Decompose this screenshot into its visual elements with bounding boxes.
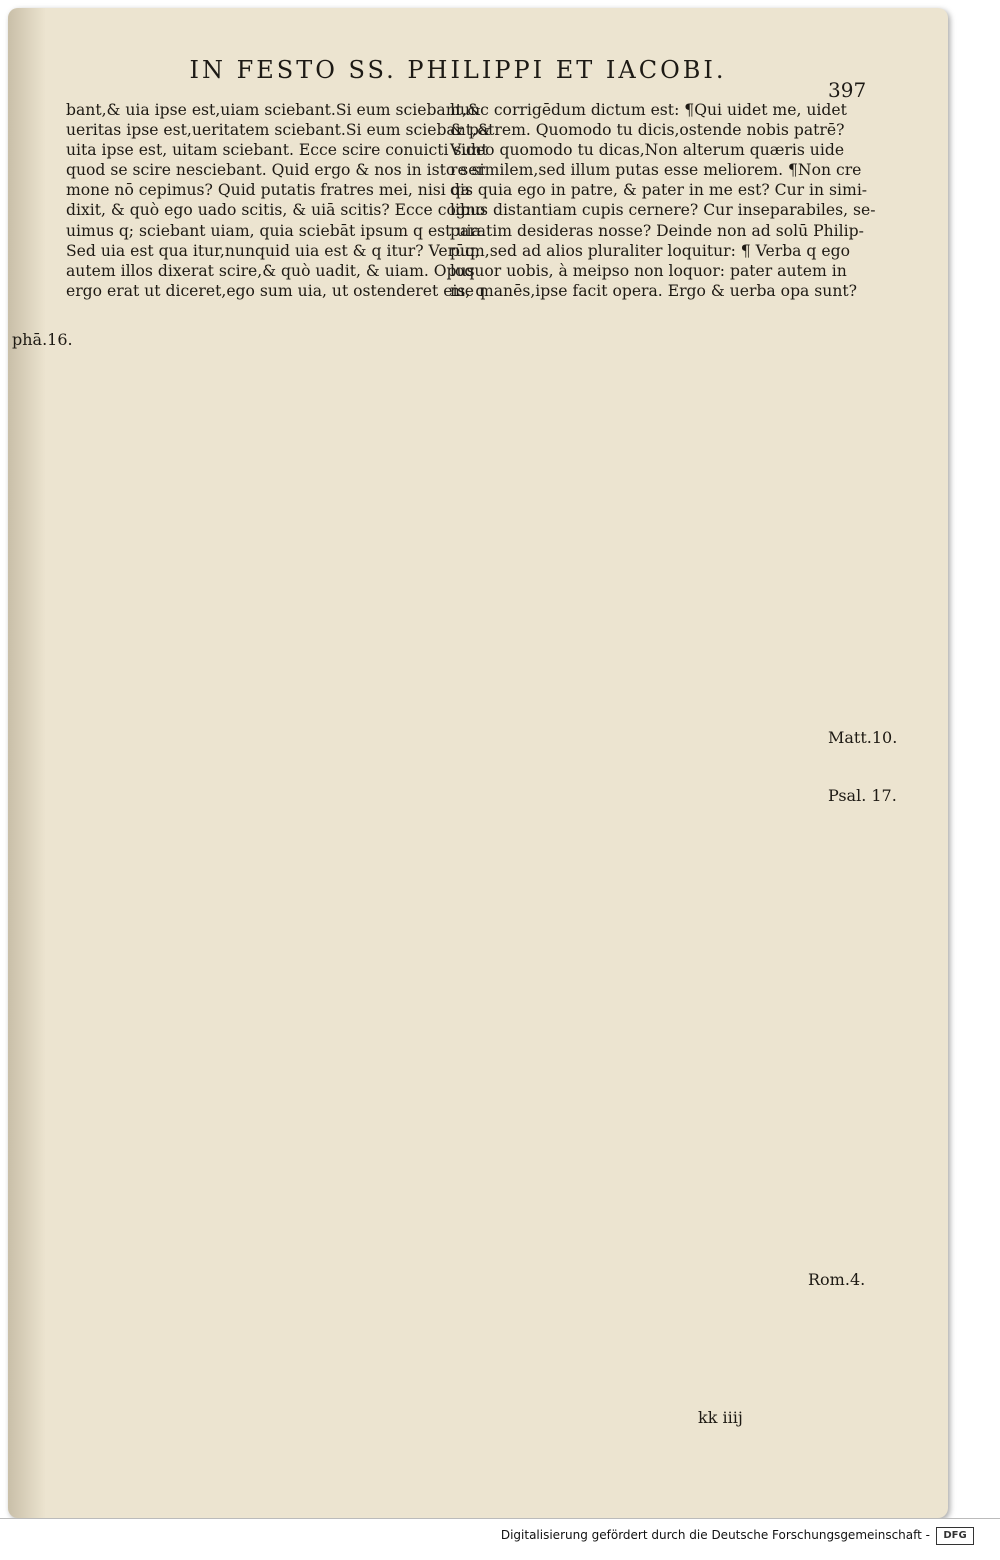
text-line: ueritas ipse est,ueritatem sciebant.Si eum sciebant,& [66,121,491,140]
text-line: loquor uobis, à meipso non loquor: pater autem in [450,261,847,280]
text-line: Video quomodo tu dicas,Non alterum quæris uide [450,141,845,160]
text-line: uimus q; sciebant uiam, quia sciebāt ipsum q est uia. [66,221,486,240]
margin-note: Matt.10. [828,728,898,747]
text-line: re similem,sed illum putas esse meliorem. ¶Non cre [450,161,862,180]
text-line: uita ipse est, uitam sciebant. Ecce scire conuicti sunt [66,141,488,160]
text-line: Sed uia est qua itur,nunquid uia est & q itur? Verūq; [66,241,481,260]
margin-note: Psal. 17. [828,786,897,805]
text-line: autem illos dixerat scire,& quò uadit, & uiam. Opus [66,261,475,280]
text-line: ergo erat ut diceret,ego sum uia, ut ostenderet eis, q [66,281,486,300]
text-line: bant,& uia ipse est,uiam sciebant.Si eum sciebant,& [66,101,481,119]
page-gutter [8,8,46,1518]
text-column-left [66,100,491,301]
text-line: me manēs,ipse facit opera. Ergo & uerba opa sunt? [450,281,858,300]
text-line: pum,sed ad alios pluraliter loquitur: ¶ Verba q ego [450,241,850,260]
text-line: quod se scire nesciebant. Quid ergo & nos in isto ser [66,161,485,180]
text-line: paratim desideras nosse? Deinde non ad solū Philip- [450,221,864,240]
text-line: dis quia ego in patre, & pater in me est? Cur in simi- [450,181,868,200]
margin-note: phā.16. [12,330,73,349]
text-line: libus distantiam cupis cernere? Cur inseparabiles, se- [450,201,876,220]
digitization-footer [0,1518,1000,1560]
margin-note: Rom.4. [808,1270,866,1289]
running-head: IN FESTO SS. PHILIPPI ET IACOBI. [189,56,727,84]
funding-notice: Digitalisierung gefördert durch die Deutsche Forschungsgemeinschaft - [500,1528,930,1542]
text-line: hunc corrigēdum dictum est: ¶Qui uidet me, uidet [450,101,847,119]
text-line: & patrem. Quomodo tu dicis,ostende nobis patrē? [450,121,845,140]
folio-number: 397 [828,78,867,102]
text-column-right [450,100,876,301]
dfg-logo: DFG [936,1527,974,1545]
text-line: dixit, & quò ego uado scitis, & uiā scitis? Ecce cogno [66,201,486,220]
book-page [8,8,948,1518]
text-line: mone nō cepimus? Quid putatis fratres mei, nisi qa [66,181,471,200]
signature-mark: kk iiij [698,1408,743,1427]
